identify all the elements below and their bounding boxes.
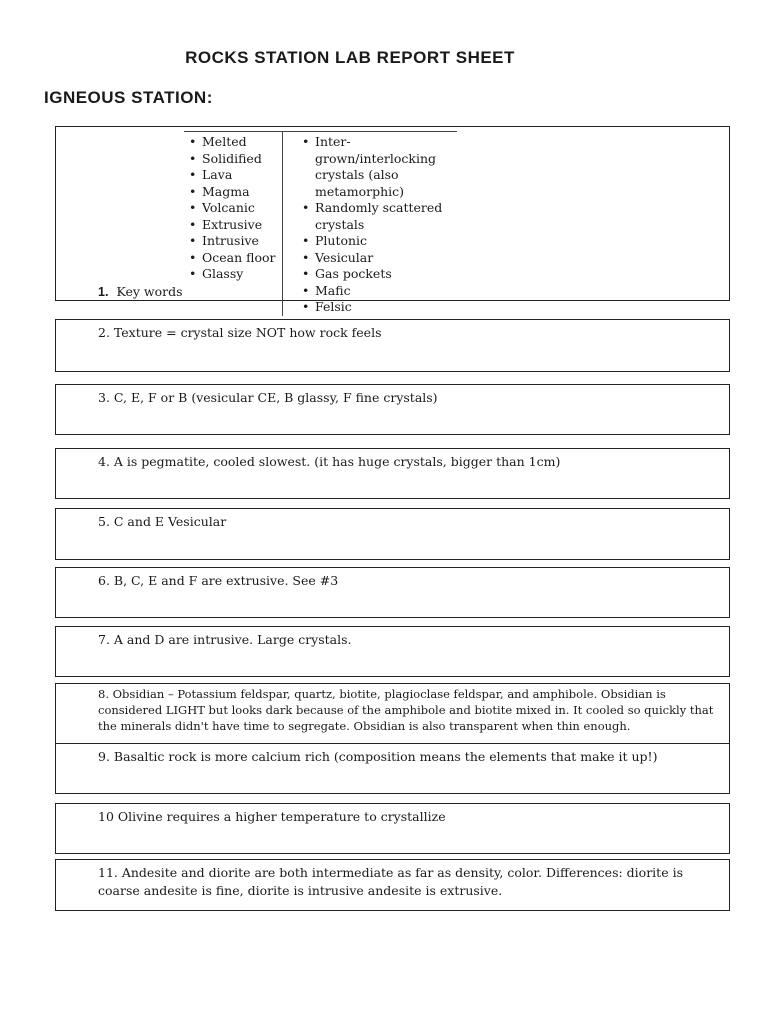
answer-text: 11. Andesite and diorite are both intermediate as far as density, color. Differences: diorite is coarse andesite is fine, diorite is intrusive andesite is extrusive. [98,865,683,898]
answer-text: 7. A and D are intrusive. Large crystals. [98,632,352,647]
answer-box-6 [55,567,730,618]
keywords-table [184,131,457,316]
keyword-item: • Glassy [184,266,278,283]
answer-box-7 [55,626,730,677]
answer-box-4 [55,448,730,499]
answer-text: 2. Texture = crystal size NOT how rock feels [98,325,382,340]
keyword-item: • Ocean floor [184,250,278,267]
answer-box-1 [55,126,730,314]
keywords-label [98,283,183,301]
answer-text: 8. Obsidian – Potassium feldspar, quartz, biotite, plagioclase feldspar, and amphibole. Obsidian is considered LIGHT but looks dark because of the amphibole and biotite mixed in. It cooled so quickly that the minerals didn't have time to segregate. Obsidian is also transparent when thin enough. [98,687,714,733]
question-number: 1. [98,285,109,299]
answer-box-8 [55,683,730,744]
answer-text: 9. Basaltic rock is more calcium rich (composition means the elements that make it up!) [98,749,658,764]
answer-box-5 [55,508,730,560]
keyword-item: • Melted [184,134,278,151]
keyword-item: • Solidified [184,151,278,168]
keyword-item: • Inter-grown/interlocking crystals (also metamorphic) [297,134,457,200]
answer-text: 10 Olivine requires a higher temperature to crystallize [98,809,446,824]
answer-text: 4. A is pegmatite, cooled slowest. (it has huge crystals, bigger than 1cm) [98,454,561,469]
section-heading: IGNEOUS STATION: [44,88,213,107]
keyword-item: • Mafic [297,283,457,300]
page-title: ROCKS STATION LAB REPORT SHEET [185,48,515,67]
answer-box-10 [55,803,730,854]
answer-text: 5. C and E Vesicular [98,514,227,529]
keyword-item: • Extrusive [184,217,278,234]
keyword-item: • Magma [184,184,278,201]
keyword-item: • Felsic [297,299,457,316]
keyword-item: • Lava [184,167,278,184]
keyword-item: • Intrusive [184,233,278,250]
keywords-left-list [184,132,283,316]
keyword-item: • Plutonic [297,233,457,250]
answer-box-11 [55,859,730,911]
keyword-item: • Vesicular [297,250,457,267]
answer-box-9 [55,743,730,794]
keyword-item: • Gas pockets [297,266,457,283]
answer-text: 3. C, E, F or B (vesicular CE, B glassy, F fine crystals) [98,390,438,405]
keywords-label-text: Key words [116,284,183,299]
keyword-item: • Randomly scattered crystals [297,200,457,233]
keywords-right-list [283,132,457,316]
answer-box-3 [55,384,730,435]
keyword-item: • Volcanic [184,200,278,217]
answer-text: 6. B, C, E and F are extrusive. See #3 [98,573,339,588]
answer-box-2 [55,319,730,372]
